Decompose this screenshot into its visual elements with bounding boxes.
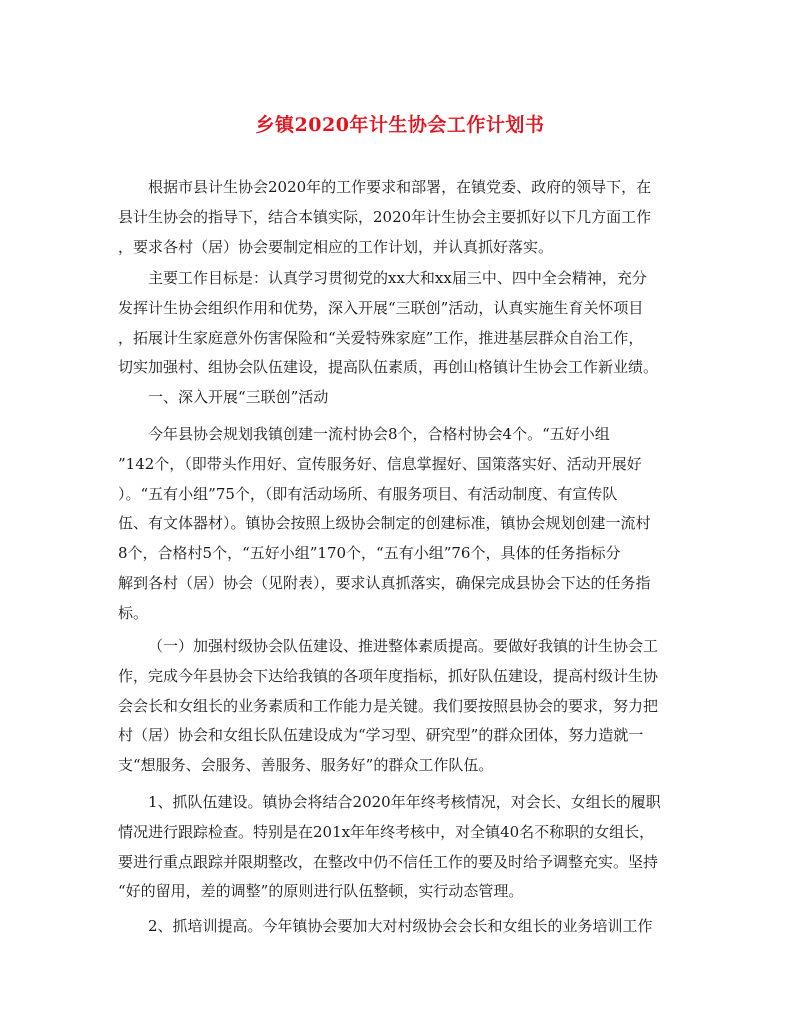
text-line: ，拓展计生家庭意外伤害保险和“关爱特殊家庭”工作，推进基层群众自治工作， — [118, 328, 644, 347]
text-line: 解到各村（居）协会（见附表），要求认真抓落实，确保完成县协会下达的任务指 — [118, 573, 651, 592]
text-line: 切实加强村、组协会队伍建设，提高队伍素质，再创山格镇计生协会工作新业绩。 — [118, 358, 659, 377]
text-line: 发挥计生协会组织作用和优势，深入开展“三联创”活动，认真实施生育关怀项目 — [118, 298, 644, 317]
paragraph-item-2 — [118, 912, 688, 942]
text-line: 要进行重点跟踪并限期整改，在整改中仍不信任工作的要及时给予调整充实。坚持 — [118, 852, 659, 871]
text-line: 今年县协会规划我镇创建一流村协会8个，合格村协会4个。“五好小组 — [148, 425, 610, 443]
text-line: （一）加强村级协会队伍建设、推进整体素质提高。要做好我镇的计生协会工 — [148, 637, 659, 655]
section-heading — [118, 383, 688, 413]
text-line: 情况进行跟踪检查。特别是在201x年年终考核中，对全镇40名不称职的女组长， — [118, 822, 655, 841]
paragraph-team — [118, 632, 688, 781]
text-line: 县计生协会的指导下，结合本镇实际，2020年计生协会主要抓好以下几方面工作 — [118, 207, 652, 226]
text-line: ”142个，（即带头作用好、宣传服务好、信息掌握好、国策落实好、活动开展好 — [118, 454, 642, 473]
paragraph-plan — [118, 420, 688, 629]
paragraph-goals — [118, 264, 688, 383]
text-line: 村（居）协会和女组长队伍建设成为“学习型、研究型”的群众团体，努力造就一 — [118, 726, 644, 745]
paragraph-intro — [118, 173, 688, 262]
text-line: 1、抓队伍建设。镇协会将结合2020年年终考核情况，对会长、女组长的履职 — [148, 793, 661, 811]
text-line: ）。“五有小组”75个，（即有活动场所、有服务项目、有活动制度、有宣传队 — [118, 484, 618, 503]
text-line: 作，完成今年县协会下达给我镇的各项年度指标，抓好队伍建设，提高村级计生协 — [118, 666, 659, 685]
text-line: 根据市县计生协会2020年的工作要求和部署，在镇党委、政府的领导下，在 — [148, 178, 652, 196]
paragraph-item-1 — [118, 788, 688, 907]
text-line: 伍、有文体器材）。镇协会按照上级协会制定的创建标准，镇协会规划创建一流村 — [118, 514, 651, 533]
text-line: 标。 — [118, 603, 149, 622]
document-title: 乡镇2020年计生协会工作计划书 — [255, 114, 545, 136]
text-line: 主要工作目标是：认真学习贯彻党的xx大和xx届三中、四中全会精神，充分 — [148, 269, 647, 287]
text-line: 8个，合格村5个，“五好小组”170个，“五有小组”76个，具体的任务指标分 — [118, 544, 621, 563]
text-line: ，要求各村（居）协会要制定相应的工作计划，并认真抓好落实。 — [118, 237, 554, 256]
text-line: “好的留用，差的调整”的原则进行队伍整顿，实行动态管理。 — [118, 882, 524, 901]
text-line: 2、抓培训提高。今年镇协会要加大对村级协会会长和女组长的业务培训工作 — [148, 917, 653, 935]
section-heading-text: 一、深入开展“三联创”活动 — [148, 388, 329, 406]
text-line: 会会长和女组长的业务素质和工作能力是关键。我们要按照县协会的要求，努力把 — [118, 696, 659, 715]
text-line: 支“想服务、会服务、善服务、服务好”的群众工作队伍。 — [118, 756, 494, 775]
